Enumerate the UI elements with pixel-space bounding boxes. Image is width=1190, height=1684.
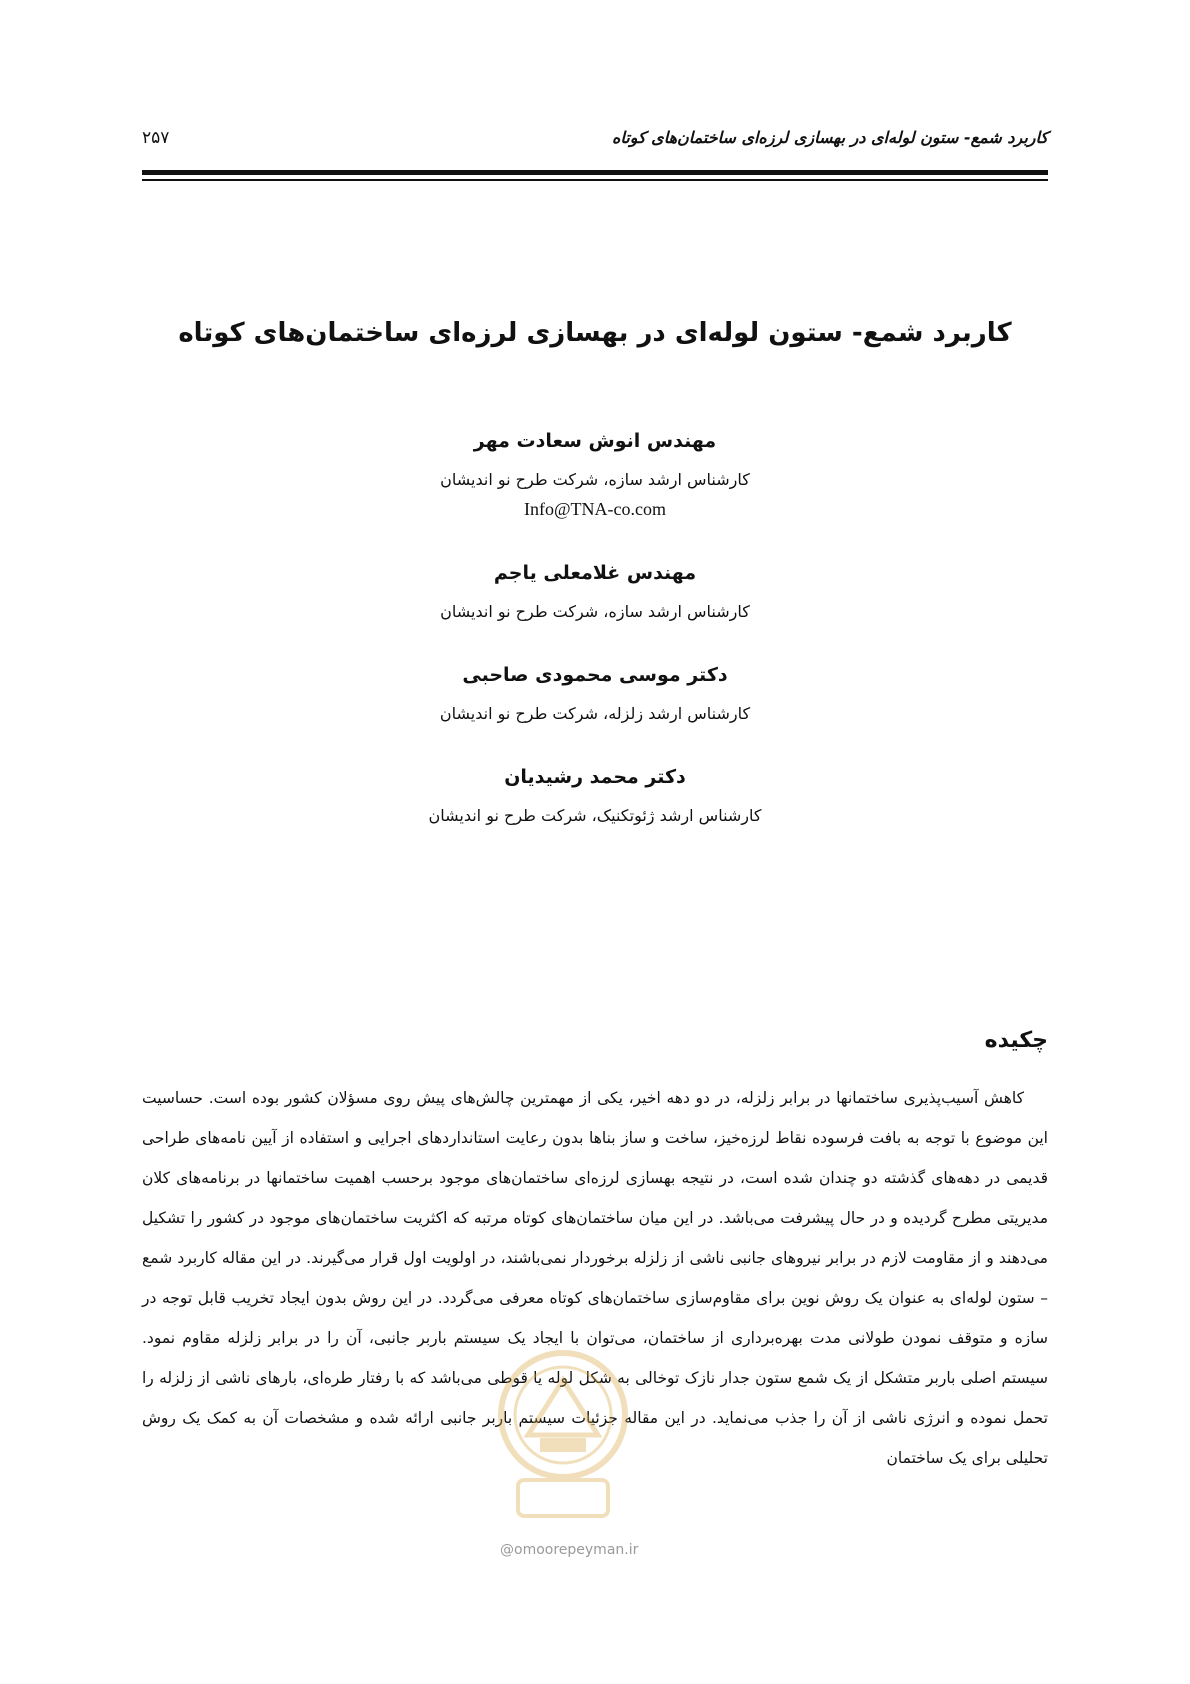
author-affiliation: کارشناس ارشد زلزله، شرکت طرح نو اندیشان [439, 704, 751, 723]
author-block [142, 762, 1048, 830]
author-name: مهندس انوش سعادت مهر [473, 430, 717, 452]
author-block [142, 426, 1048, 524]
page-number: ۲۵۷ [142, 128, 170, 148]
abstract-body: کاهش آسیب‌پذیری ساختمانها در برابر زلزله، در دو دهه اخیر، یکی از مهمترین چالش‌های پیش روی مسؤلان کشور بوده است. حساسیت این موضوع با توجه به بافت فرسوده نقاط لرزه‌خیز، ساخت و ساز بناها بدون رعایت استانداردهای اجرایی و استفاده از آیین نامه‌های طراحی قدیمی در دهه‌های گذشته دو چندان شده است، در نتیجه بهسازی لرزه‌ای ساختمان‌های موجود برحسب اهمیت ساختمانها در برنامه‌های کلان مدیریتی مطرح گردیده و در حال پیشرفت می‌باشد. در این میان ساختمان‌های کوتاه مرتبه که اکثریت ساختمان‌های موجود در کشور را تشکیل می‌دهند و از مقاومت لازم در برابر نیروهای جانبی ناشی از زلزله برخوردار نمی‌باشند، در اولویت اول قرار می‌گیرند. در این مقاله کاربرد شمع – ستون لوله‌ای به عنوان یک روش نوین برای مقاوم‌سازی ساختمان‌های کوتاه معرفی می‌گردد. در این روش بدون ایجاد تخریب قابل توجه در سازه و متوقف نمودن طولانی مدت بهره‌برداری از ساختمان، می‌توان با ایجاد یک سیستم باربر جانبی، آن را در برابر زلزله مقاوم نمود. سیستم اصلی باربر متشکل از یک شمع ستون جدار نازک توخالی به شکل لوله یا قوطی می‌باشد که با رفتار طره‌ای، بارهای ناشی از زلزله را تحمل نموده و انرژی ناشی از آن را جذب می‌نماید. در این مقاله جزئیات سیستم باربر جانبی ارائه شده و مشخصات آن به کمک یک روش تحلیلی برای یک ساختمان [142, 1089, 1048, 1467]
author-affiliation: کارشناس ارشد سازه، شرکت طرح نو اندیشان [440, 470, 750, 489]
abstract-heading: چکیده [984, 1028, 1048, 1053]
running-header [142, 128, 1048, 156]
author-affiliation: کارشناس ارشد سازه، شرکت طرح نو اندیشان [440, 602, 750, 621]
author-email: Info@TNA-co.com [523, 499, 667, 519]
running-title: کاربرد شمع- ستون لوله‌ای در بهسازی لرزه‌ای ساختمان‌های کوتاه [612, 128, 1048, 147]
author-list [142, 426, 1048, 864]
header-rule-thin [142, 179, 1048, 181]
author-block [142, 660, 1048, 728]
author-name: دکتر موسی محمودی صاحبی [462, 664, 728, 686]
paper-title: کاربرد شمع- ستون لوله‌ای در بهسازی لرزه‌ای ساختمان‌های کوتاه [178, 318, 1012, 348]
header-rule-thick [142, 170, 1048, 175]
author-name: دکتر محمد رشیدیان [504, 766, 686, 788]
author-name: مهندس غلامعلی یاجم [493, 562, 697, 584]
author-affiliation: کارشناس ارشد ژئوتکنیک، شرکت طرح نو اندیشان [428, 806, 762, 825]
author-block [142, 558, 1048, 626]
watermark-url: @omoorepeyman.ir [500, 1542, 639, 1558]
